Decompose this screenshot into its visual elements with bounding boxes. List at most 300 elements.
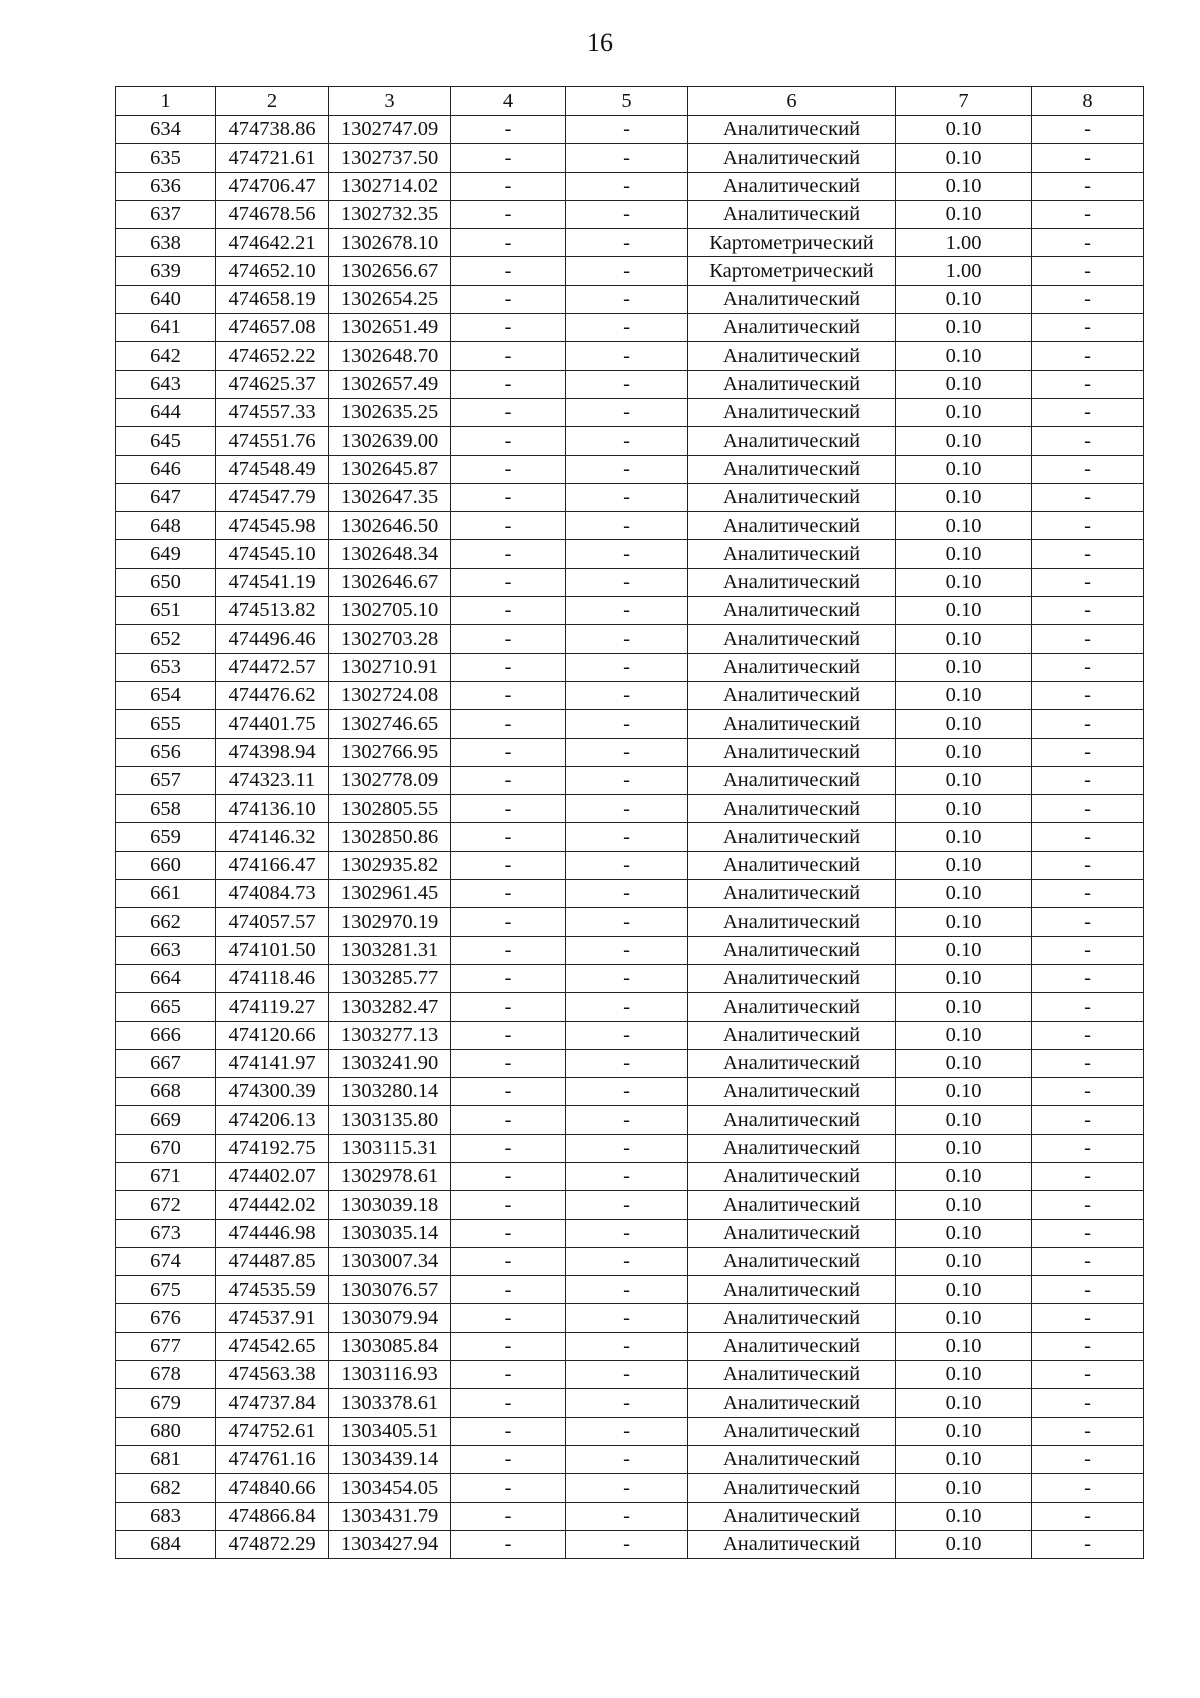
- column-8-cell: -: [1032, 908, 1144, 936]
- column-8-cell: -: [1032, 342, 1144, 370]
- accuracy-cell: 1.00: [896, 229, 1032, 257]
- table-row: [116, 936, 1144, 964]
- point-number-cell: 678: [116, 1361, 216, 1389]
- y-coordinate-cell: 1302657.49: [329, 370, 451, 398]
- column-5-cell: -: [566, 1417, 688, 1445]
- accuracy-cell: 0.10: [896, 880, 1032, 908]
- table-row: [116, 625, 1144, 653]
- column-header: 7: [896, 87, 1032, 116]
- accuracy-cell: 0.10: [896, 455, 1032, 483]
- column-5-cell: -: [566, 540, 688, 568]
- point-number-cell: 657: [116, 766, 216, 794]
- column-8-cell: -: [1032, 1078, 1144, 1106]
- method-cell: Аналитический: [688, 1049, 896, 1077]
- column-4-cell: -: [451, 597, 566, 625]
- x-coordinate-cell: 474084.73: [216, 880, 329, 908]
- method-cell: Аналитический: [688, 766, 896, 794]
- accuracy-cell: 0.10: [896, 568, 1032, 596]
- column-header: 6: [688, 87, 896, 116]
- column-8-cell: -: [1032, 285, 1144, 313]
- x-coordinate-cell: 474206.13: [216, 1106, 329, 1134]
- column-8-cell: -: [1032, 398, 1144, 426]
- column-5-cell: -: [566, 257, 688, 285]
- table-row: [116, 342, 1144, 370]
- method-cell: Аналитический: [688, 653, 896, 681]
- column-4-cell: -: [451, 851, 566, 879]
- table-row: [116, 1247, 1144, 1275]
- method-cell: Аналитический: [688, 1530, 896, 1558]
- column-4-cell: -: [451, 1530, 566, 1558]
- table-row: [116, 398, 1144, 426]
- column-5-cell: -: [566, 710, 688, 738]
- method-cell: Аналитический: [688, 512, 896, 540]
- table-row: [116, 795, 1144, 823]
- point-number-cell: 663: [116, 936, 216, 964]
- column-8-cell: -: [1032, 851, 1144, 879]
- method-cell: Аналитический: [688, 795, 896, 823]
- method-cell: Аналитический: [688, 398, 896, 426]
- column-4-cell: -: [451, 370, 566, 398]
- column-4-cell: -: [451, 766, 566, 794]
- method-cell: Аналитический: [688, 681, 896, 709]
- table-row: [116, 1474, 1144, 1502]
- point-number-cell: 667: [116, 1049, 216, 1077]
- column-5-cell: -: [566, 1502, 688, 1530]
- x-coordinate-cell: 474721.61: [216, 144, 329, 172]
- table-row: [116, 710, 1144, 738]
- column-8-cell: -: [1032, 200, 1144, 228]
- column-5-cell: -: [566, 738, 688, 766]
- column-4-cell: -: [451, 285, 566, 313]
- column-4-cell: -: [451, 116, 566, 144]
- accuracy-cell: 0.10: [896, 1276, 1032, 1304]
- accuracy-cell: 0.10: [896, 1332, 1032, 1360]
- column-5-cell: -: [566, 823, 688, 851]
- point-number-cell: 672: [116, 1191, 216, 1219]
- x-coordinate-cell: 474541.19: [216, 568, 329, 596]
- y-coordinate-cell: 1302648.70: [329, 342, 451, 370]
- point-number-cell: 634: [116, 116, 216, 144]
- x-coordinate-cell: 474496.46: [216, 625, 329, 653]
- accuracy-cell: 0.10: [896, 653, 1032, 681]
- column-5-cell: -: [566, 1304, 688, 1332]
- accuracy-cell: 1.00: [896, 257, 1032, 285]
- column-8-cell: -: [1032, 1247, 1144, 1275]
- point-number-cell: 642: [116, 342, 216, 370]
- x-coordinate-cell: 474545.98: [216, 512, 329, 540]
- x-coordinate-cell: 474446.98: [216, 1219, 329, 1247]
- x-coordinate-cell: 474752.61: [216, 1417, 329, 1445]
- point-number-cell: 677: [116, 1332, 216, 1360]
- method-cell: Аналитический: [688, 1474, 896, 1502]
- table-row: [116, 964, 1144, 992]
- column-8-cell: -: [1032, 455, 1144, 483]
- column-8-cell: -: [1032, 257, 1144, 285]
- point-number-cell: 652: [116, 625, 216, 653]
- x-coordinate-cell: 474537.91: [216, 1304, 329, 1332]
- method-cell: Аналитический: [688, 823, 896, 851]
- column-8-cell: -: [1032, 1361, 1144, 1389]
- column-5-cell: -: [566, 1361, 688, 1389]
- x-coordinate-cell: 474866.84: [216, 1502, 329, 1530]
- x-coordinate-cell: 474678.56: [216, 200, 329, 228]
- point-number-cell: 647: [116, 483, 216, 511]
- x-coordinate-cell: 474563.38: [216, 1361, 329, 1389]
- table-row: [116, 1304, 1144, 1332]
- column-4-cell: -: [451, 1106, 566, 1134]
- column-5-cell: -: [566, 200, 688, 228]
- accuracy-cell: 0.10: [896, 342, 1032, 370]
- point-number-cell: 676: [116, 1304, 216, 1332]
- y-coordinate-cell: 1303282.47: [329, 993, 451, 1021]
- point-number-cell: 655: [116, 710, 216, 738]
- column-header: 1: [116, 87, 216, 116]
- table-row: [116, 314, 1144, 342]
- column-4-cell: -: [451, 1304, 566, 1332]
- x-coordinate-cell: 474487.85: [216, 1247, 329, 1275]
- x-coordinate-cell: 474548.49: [216, 455, 329, 483]
- point-number-cell: 636: [116, 172, 216, 200]
- y-coordinate-cell: 1302978.61: [329, 1162, 451, 1190]
- table-row: [116, 257, 1144, 285]
- point-number-cell: 662: [116, 908, 216, 936]
- column-5-cell: -: [566, 172, 688, 200]
- method-cell: Аналитический: [688, 597, 896, 625]
- column-5-cell: -: [566, 1445, 688, 1473]
- method-cell: Аналитический: [688, 1162, 896, 1190]
- method-cell: Аналитический: [688, 342, 896, 370]
- column-8-cell: -: [1032, 936, 1144, 964]
- table-row: [116, 455, 1144, 483]
- column-8-cell: -: [1032, 314, 1144, 342]
- column-header: 8: [1032, 87, 1144, 116]
- accuracy-cell: 0.10: [896, 1361, 1032, 1389]
- column-8-cell: -: [1032, 738, 1144, 766]
- y-coordinate-cell: 1302766.95: [329, 738, 451, 766]
- point-number-cell: 683: [116, 1502, 216, 1530]
- method-cell: Аналитический: [688, 370, 896, 398]
- column-8-cell: -: [1032, 1219, 1144, 1247]
- accuracy-cell: 0.10: [896, 370, 1032, 398]
- method-cell: Аналитический: [688, 1078, 896, 1106]
- column-8-cell: -: [1032, 370, 1144, 398]
- y-coordinate-cell: 1303281.31: [329, 936, 451, 964]
- x-coordinate-cell: 474625.37: [216, 370, 329, 398]
- point-number-cell: 668: [116, 1078, 216, 1106]
- column-4-cell: -: [451, 1162, 566, 1190]
- y-coordinate-cell: 1302970.19: [329, 908, 451, 936]
- x-coordinate-cell: 474476.62: [216, 681, 329, 709]
- table-row: [116, 1162, 1144, 1190]
- method-cell: Аналитический: [688, 314, 896, 342]
- table-row: [116, 851, 1144, 879]
- column-4-cell: -: [451, 1502, 566, 1530]
- x-coordinate-cell: 474535.59: [216, 1276, 329, 1304]
- x-coordinate-cell: 474545.10: [216, 540, 329, 568]
- accuracy-cell: 0.10: [896, 964, 1032, 992]
- accuracy-cell: 0.10: [896, 1191, 1032, 1219]
- x-coordinate-cell: 474840.66: [216, 1474, 329, 1502]
- column-8-cell: -: [1032, 568, 1144, 596]
- column-8-cell: -: [1032, 229, 1144, 257]
- y-coordinate-cell: 1302639.00: [329, 427, 451, 455]
- point-number-cell: 682: [116, 1474, 216, 1502]
- column-5-cell: -: [566, 285, 688, 313]
- column-8-cell: -: [1032, 1304, 1144, 1332]
- accuracy-cell: 0.10: [896, 597, 1032, 625]
- accuracy-cell: 0.10: [896, 795, 1032, 823]
- y-coordinate-cell: 1302724.08: [329, 681, 451, 709]
- method-cell: Аналитический: [688, 625, 896, 653]
- accuracy-cell: 0.10: [896, 766, 1032, 794]
- point-number-cell: 656: [116, 738, 216, 766]
- method-cell: Аналитический: [688, 172, 896, 200]
- table-row: [116, 285, 1144, 313]
- accuracy-cell: 0.10: [896, 625, 1032, 653]
- column-8-cell: -: [1032, 483, 1144, 511]
- column-8-cell: -: [1032, 1276, 1144, 1304]
- accuracy-cell: 0.10: [896, 398, 1032, 426]
- column-5-cell: -: [566, 1219, 688, 1247]
- table-row: [116, 1445, 1144, 1473]
- column-8-cell: -: [1032, 964, 1144, 992]
- column-4-cell: -: [451, 1389, 566, 1417]
- column-8-cell: -: [1032, 993, 1144, 1021]
- table-row: [116, 200, 1144, 228]
- method-cell: Аналитический: [688, 1106, 896, 1134]
- column-8-cell: -: [1032, 1049, 1144, 1077]
- table-row: [116, 1106, 1144, 1134]
- table-row: [116, 1332, 1144, 1360]
- method-cell: Аналитический: [688, 1021, 896, 1049]
- y-coordinate-cell: 1302705.10: [329, 597, 451, 625]
- x-coordinate-cell: 474398.94: [216, 738, 329, 766]
- accuracy-cell: 0.10: [896, 427, 1032, 455]
- table-row: [116, 766, 1144, 794]
- column-header: 3: [329, 87, 451, 116]
- column-4-cell: -: [451, 1247, 566, 1275]
- table-header-row: [116, 87, 1144, 116]
- y-coordinate-cell: 1303439.14: [329, 1445, 451, 1473]
- column-8-cell: -: [1032, 1134, 1144, 1162]
- accuracy-cell: 0.10: [896, 908, 1032, 936]
- column-8-cell: -: [1032, 1332, 1144, 1360]
- accuracy-cell: 0.10: [896, 1106, 1032, 1134]
- x-coordinate-cell: 474472.57: [216, 653, 329, 681]
- column-5-cell: -: [566, 1134, 688, 1162]
- column-5-cell: -: [566, 455, 688, 483]
- column-5-cell: -: [566, 342, 688, 370]
- column-8-cell: -: [1032, 766, 1144, 794]
- table-row: [116, 1191, 1144, 1219]
- column-5-cell: -: [566, 1247, 688, 1275]
- x-coordinate-cell: 474192.75: [216, 1134, 329, 1162]
- x-coordinate-cell: 474136.10: [216, 795, 329, 823]
- table-row: [116, 1219, 1144, 1247]
- method-cell: Картометрический: [688, 229, 896, 257]
- y-coordinate-cell: 1302710.91: [329, 653, 451, 681]
- table-row: [116, 993, 1144, 1021]
- method-cell: Аналитический: [688, 1191, 896, 1219]
- point-number-cell: 654: [116, 681, 216, 709]
- x-coordinate-cell: 474323.11: [216, 766, 329, 794]
- table-row: [116, 1021, 1144, 1049]
- table-row: [116, 597, 1144, 625]
- column-5-cell: -: [566, 1162, 688, 1190]
- accuracy-cell: 0.10: [896, 1502, 1032, 1530]
- column-5-cell: -: [566, 483, 688, 511]
- point-number-cell: 641: [116, 314, 216, 342]
- y-coordinate-cell: 1302747.09: [329, 116, 451, 144]
- column-8-cell: -: [1032, 512, 1144, 540]
- point-number-cell: 673: [116, 1219, 216, 1247]
- column-5-cell: -: [566, 653, 688, 681]
- column-8-cell: -: [1032, 1191, 1144, 1219]
- y-coordinate-cell: 1302651.49: [329, 314, 451, 342]
- point-number-cell: 638: [116, 229, 216, 257]
- x-coordinate-cell: 474761.16: [216, 1445, 329, 1473]
- accuracy-cell: 0.10: [896, 314, 1032, 342]
- column-4-cell: -: [451, 1276, 566, 1304]
- y-coordinate-cell: 1302935.82: [329, 851, 451, 879]
- column-4-cell: -: [451, 1021, 566, 1049]
- x-coordinate-cell: 474300.39: [216, 1078, 329, 1106]
- column-5-cell: -: [566, 1389, 688, 1417]
- accuracy-cell: 0.10: [896, 710, 1032, 738]
- column-4-cell: -: [451, 1332, 566, 1360]
- column-8-cell: -: [1032, 681, 1144, 709]
- column-5-cell: -: [566, 568, 688, 596]
- point-number-cell: 679: [116, 1389, 216, 1417]
- column-4-cell: -: [451, 936, 566, 964]
- x-coordinate-cell: 474101.50: [216, 936, 329, 964]
- method-cell: Аналитический: [688, 964, 896, 992]
- column-8-cell: -: [1032, 1474, 1144, 1502]
- column-5-cell: -: [566, 314, 688, 342]
- method-cell: Картометрический: [688, 257, 896, 285]
- y-coordinate-cell: 1302703.28: [329, 625, 451, 653]
- y-coordinate-cell: 1302678.10: [329, 229, 451, 257]
- column-5-cell: -: [566, 766, 688, 794]
- column-4-cell: -: [451, 993, 566, 1021]
- table-row: [116, 144, 1144, 172]
- y-coordinate-cell: 1303135.80: [329, 1106, 451, 1134]
- table-row: [116, 823, 1144, 851]
- x-coordinate-cell: 474657.08: [216, 314, 329, 342]
- accuracy-cell: 0.10: [896, 1247, 1032, 1275]
- column-4-cell: -: [451, 1049, 566, 1077]
- column-5-cell: -: [566, 681, 688, 709]
- accuracy-cell: 0.10: [896, 823, 1032, 851]
- table-row: [116, 681, 1144, 709]
- method-cell: Аналитический: [688, 993, 896, 1021]
- point-number-cell: 670: [116, 1134, 216, 1162]
- method-cell: Аналитический: [688, 483, 896, 511]
- y-coordinate-cell: 1302732.35: [329, 200, 451, 228]
- coordinates-table: [115, 86, 1144, 1559]
- x-coordinate-cell: 474513.82: [216, 597, 329, 625]
- column-5-cell: -: [566, 1078, 688, 1106]
- x-coordinate-cell: 474737.84: [216, 1389, 329, 1417]
- x-coordinate-cell: 474738.86: [216, 116, 329, 144]
- column-5-cell: -: [566, 1021, 688, 1049]
- column-8-cell: -: [1032, 597, 1144, 625]
- x-coordinate-cell: 474401.75: [216, 710, 329, 738]
- method-cell: Аналитический: [688, 1134, 896, 1162]
- column-8-cell: -: [1032, 172, 1144, 200]
- point-number-cell: 651: [116, 597, 216, 625]
- column-5-cell: -: [566, 795, 688, 823]
- method-cell: Аналитический: [688, 1445, 896, 1473]
- column-4-cell: -: [451, 880, 566, 908]
- table-row: [116, 1134, 1144, 1162]
- point-number-cell: 661: [116, 880, 216, 908]
- accuracy-cell: 0.10: [896, 1049, 1032, 1077]
- column-4-cell: -: [451, 1078, 566, 1106]
- column-4-cell: -: [451, 342, 566, 370]
- column-5-cell: -: [566, 993, 688, 1021]
- column-4-cell: -: [451, 144, 566, 172]
- column-8-cell: -: [1032, 116, 1144, 144]
- y-coordinate-cell: 1303280.14: [329, 1078, 451, 1106]
- column-4-cell: -: [451, 653, 566, 681]
- column-5-cell: -: [566, 851, 688, 879]
- accuracy-cell: 0.10: [896, 851, 1032, 879]
- y-coordinate-cell: 1302646.67: [329, 568, 451, 596]
- y-coordinate-cell: 1303427.94: [329, 1530, 451, 1558]
- table-row: [116, 1361, 1144, 1389]
- column-8-cell: -: [1032, 1530, 1144, 1558]
- method-cell: Аналитический: [688, 936, 896, 964]
- method-cell: Аналитический: [688, 285, 896, 313]
- column-8-cell: -: [1032, 144, 1144, 172]
- column-4-cell: -: [451, 229, 566, 257]
- column-8-cell: -: [1032, 710, 1144, 738]
- column-4-cell: -: [451, 1474, 566, 1502]
- column-8-cell: -: [1032, 1502, 1144, 1530]
- table-row: [116, 1078, 1144, 1106]
- column-4-cell: -: [451, 200, 566, 228]
- x-coordinate-cell: 474706.47: [216, 172, 329, 200]
- column-5-cell: -: [566, 1049, 688, 1077]
- column-8-cell: -: [1032, 795, 1144, 823]
- method-cell: Аналитический: [688, 710, 896, 738]
- column-8-cell: -: [1032, 1106, 1144, 1134]
- column-5-cell: -: [566, 625, 688, 653]
- table-row: [116, 568, 1144, 596]
- column-header: 2: [216, 87, 329, 116]
- accuracy-cell: 0.10: [896, 285, 1032, 313]
- y-coordinate-cell: 1303378.61: [329, 1389, 451, 1417]
- column-5-cell: -: [566, 370, 688, 398]
- point-number-cell: 649: [116, 540, 216, 568]
- x-coordinate-cell: 474652.10: [216, 257, 329, 285]
- point-number-cell: 650: [116, 568, 216, 596]
- x-coordinate-cell: 474120.66: [216, 1021, 329, 1049]
- y-coordinate-cell: 1302645.87: [329, 455, 451, 483]
- point-number-cell: 640: [116, 285, 216, 313]
- method-cell: Аналитический: [688, 116, 896, 144]
- y-coordinate-cell: 1302647.35: [329, 483, 451, 511]
- y-coordinate-cell: 1303079.94: [329, 1304, 451, 1332]
- accuracy-cell: 0.10: [896, 1417, 1032, 1445]
- method-cell: Аналитический: [688, 1361, 896, 1389]
- y-coordinate-cell: 1302805.55: [329, 795, 451, 823]
- y-coordinate-cell: 1302656.67: [329, 257, 451, 285]
- y-coordinate-cell: 1302737.50: [329, 144, 451, 172]
- column-4-cell: -: [451, 1219, 566, 1247]
- table-row: [116, 483, 1144, 511]
